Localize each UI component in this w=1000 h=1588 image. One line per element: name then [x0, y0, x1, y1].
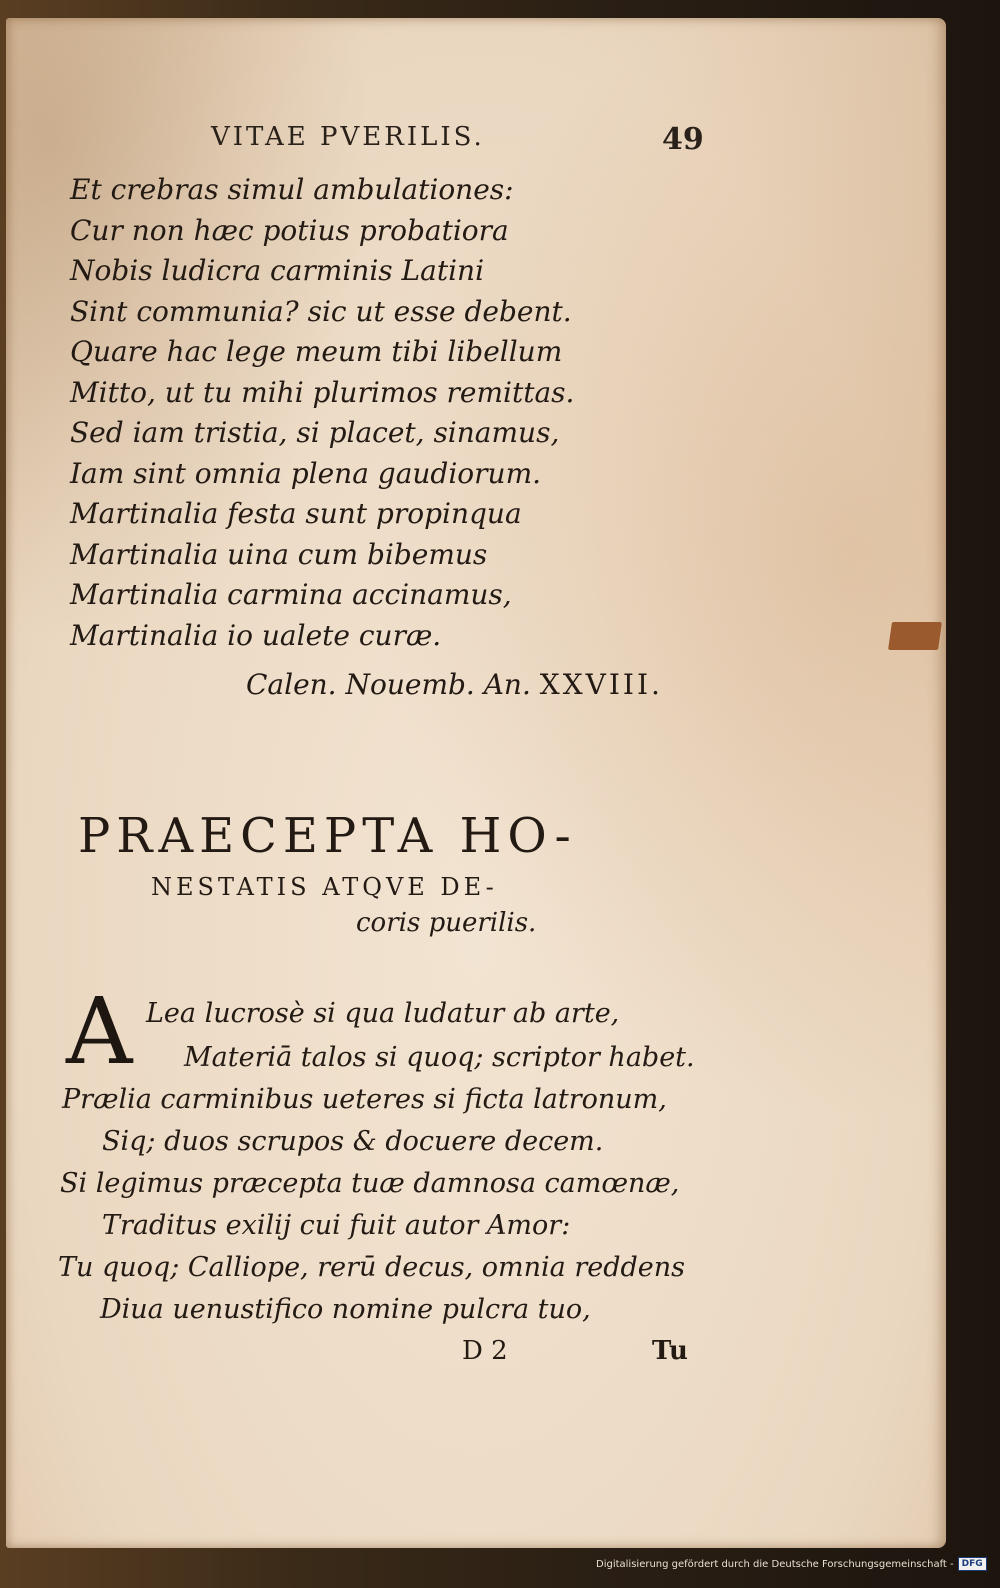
verse-line: Quare hac lege meum tibi libellum — [70, 335, 563, 368]
signature-mark: D 2 — [462, 1336, 508, 1366]
running-head: VITAE PVERILIS. — [211, 122, 485, 152]
dateline-text: Calen. Nouemb. An. — [246, 668, 531, 701]
poem-line: Tu quoq; Calliope, rerū decus, omnia reddens — [58, 1252, 686, 1283]
dfg-logo: DFG — [958, 1557, 987, 1571]
verse-line: Sint communia? sic ut esse debent. — [70, 294, 572, 328]
verse-line: Nobis ludicra carminis Latini — [70, 254, 485, 287]
dateline-year: XXVIII. — [539, 668, 663, 701]
poem-line: Siq; duos scrupos & docuere decem. — [102, 1126, 604, 1157]
section-title-line-2: NESTATIS ATQVE DE- — [151, 873, 498, 901]
verse-line: Martinalia io ualete curæ. — [70, 618, 442, 652]
verse-line: Iam sint omnia plena gaudiorum. — [70, 456, 542, 490]
verse-line: Martinalia uina cum bibemus — [70, 537, 488, 571]
poem-line: Diua uenustifico nomine pulcra tuo, — [100, 1294, 591, 1325]
drop-cap: A — [66, 978, 133, 1085]
verse-line: Martinalia festa sunt propinqua — [70, 497, 522, 530]
dateline — [246, 668, 663, 701]
poem-line: Materiā talos si quoq; scriptor habet. — [184, 1042, 695, 1073]
section-title-line-3: coris puerilis. — [356, 908, 537, 938]
digitization-credit — [596, 1554, 996, 1574]
verse-line: Mitto, ut tu mihi plurimos remittas. — [70, 375, 575, 409]
poem-line: Prælia carminibus ueteres si ficta latronum, — [62, 1084, 667, 1115]
credit-text: Digitalisierung gefördert durch die Deutsche Forschungsgemeinschaft - — [596, 1558, 954, 1570]
verse-block — [70, 170, 750, 656]
page-number: 49 — [662, 122, 704, 157]
section-title-line-1: PRAECEPTA HO- — [78, 808, 577, 864]
verse-line: Cur non hæc potius probatiora — [70, 213, 509, 247]
verse-line: Sed iam tristia, si placet, sinamus, — [70, 416, 560, 449]
book-page — [6, 18, 946, 1548]
poem-line: Lea lucrosè si qua ludatur ab arte, — [146, 998, 620, 1029]
verse-line: Et crebras simul ambulationes: — [70, 173, 514, 206]
page-tab-marker — [888, 622, 942, 650]
poem-line: Traditus exilij cui fuit autor Amor: — [102, 1210, 571, 1241]
catchword: Tu — [652, 1336, 688, 1366]
verse-line: Martinalia carmina accinamus, — [70, 578, 512, 611]
poem-line: Si legimus præcepta tuæ damnosa camœnæ, — [60, 1168, 680, 1199]
